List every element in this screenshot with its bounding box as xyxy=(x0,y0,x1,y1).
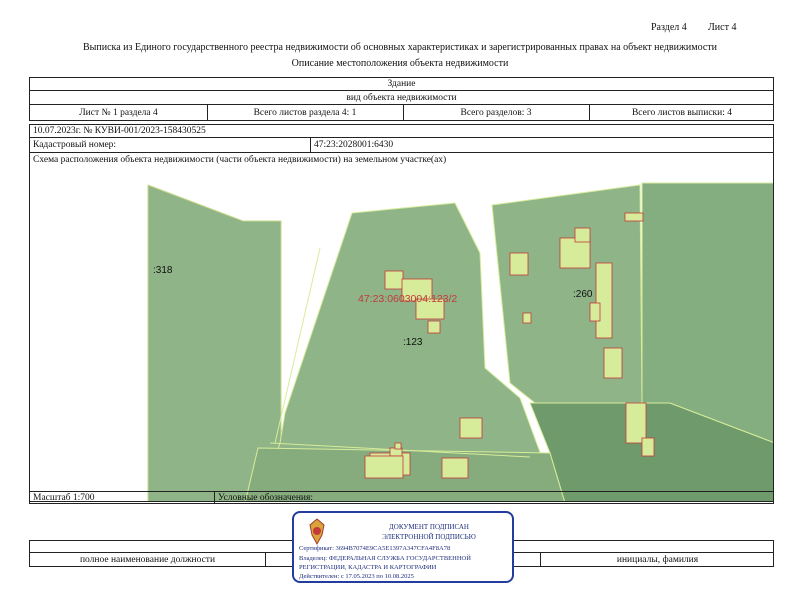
building xyxy=(560,238,590,268)
object-kind-caption: вид объекта недвижимости xyxy=(346,92,457,103)
building xyxy=(590,303,600,321)
stamp-valid: Действителен: с 17.05.2023 по 10.08.2025 xyxy=(299,573,414,580)
cadastral-row xyxy=(29,137,774,152)
stamp-owner2: РЕГИСТРАЦИИ, КАДАСТРА И КАРТОГРАФИИ xyxy=(299,564,437,571)
section-number: Раздел 4 xyxy=(651,22,687,33)
total-sheets-extract: Всего листов выписки: 4 xyxy=(631,107,733,118)
parcel-label-123: :123 xyxy=(403,337,423,348)
building xyxy=(523,313,531,323)
sheet-of-section: Лист № 1 раздела 4 xyxy=(79,107,158,118)
total-sheets-section: Всего листов раздела 4: 1 xyxy=(253,107,357,118)
building xyxy=(385,271,403,289)
scale-row xyxy=(29,491,774,503)
building xyxy=(604,348,622,378)
sheet-number: Лист 4 xyxy=(708,22,737,33)
sheet-info-row xyxy=(29,104,774,120)
parcel-label-318: :318 xyxy=(153,265,173,276)
date-number-row xyxy=(29,124,774,137)
stamp-line2: ЭЛЕКТРОННОЙ ПОДПИСЬЮ xyxy=(382,533,476,541)
divider xyxy=(29,503,774,504)
parcel-map xyxy=(30,153,774,502)
parcel-260 xyxy=(492,185,642,423)
initials-caption: инициалы, фамилия xyxy=(616,554,699,565)
document-title: Выписка из Единого государственного реестра недвижимости об основных характеристиках и зарегистрированных правах на объект недвижимости xyxy=(82,42,717,53)
object-label: 47:23:0603004:123/2 xyxy=(358,293,458,305)
emblem-icon xyxy=(304,517,330,547)
e-signature-stamp xyxy=(292,511,514,583)
cadastral-number: 47:23:2028001:6430 xyxy=(314,140,394,150)
object-kind-caption-row xyxy=(29,90,774,104)
parcel-label-260: :260 xyxy=(573,289,593,300)
building xyxy=(442,458,468,478)
cadastral-label: Кадастровый номер: xyxy=(33,140,117,150)
position-caption: полное наименование должности xyxy=(79,554,216,565)
building xyxy=(395,443,401,449)
building xyxy=(510,253,528,275)
building xyxy=(626,403,646,443)
building xyxy=(365,456,403,478)
document-subtitle: Описание местоположения объекта недвижимости xyxy=(291,58,509,69)
scale: Масштаб 1:700 xyxy=(33,492,95,503)
building xyxy=(625,213,643,221)
total-sections: Всего разделов: 3 xyxy=(460,107,532,118)
object-kind: Здание xyxy=(387,79,416,89)
stamp-line1: ДОКУМЕНТ ПОДПИСАН xyxy=(389,523,469,531)
building xyxy=(428,321,440,333)
stamp-owner: Владелец: ФЕДЕРАЛЬНАЯ СЛУЖБА ГОСУДАРСТВЕННОЙ xyxy=(299,555,471,562)
building xyxy=(596,263,612,338)
map-caption: Схема расположения объекта недвижимости (части объекта недвижимости) на земельном участке(ах) xyxy=(33,155,447,165)
map-scheme xyxy=(29,152,774,502)
building xyxy=(575,228,590,242)
object-kind-row xyxy=(29,77,774,90)
building xyxy=(642,438,654,456)
date-number: 10.07.2023г. № КУВИ-001/2023-158430525 xyxy=(33,126,206,136)
legend: Условные обозначения: xyxy=(218,492,314,503)
building xyxy=(460,418,482,438)
stamp-cert: Сертификат: 3694B7074E9CA5E1397A347CFA4F8A78 xyxy=(299,545,451,552)
